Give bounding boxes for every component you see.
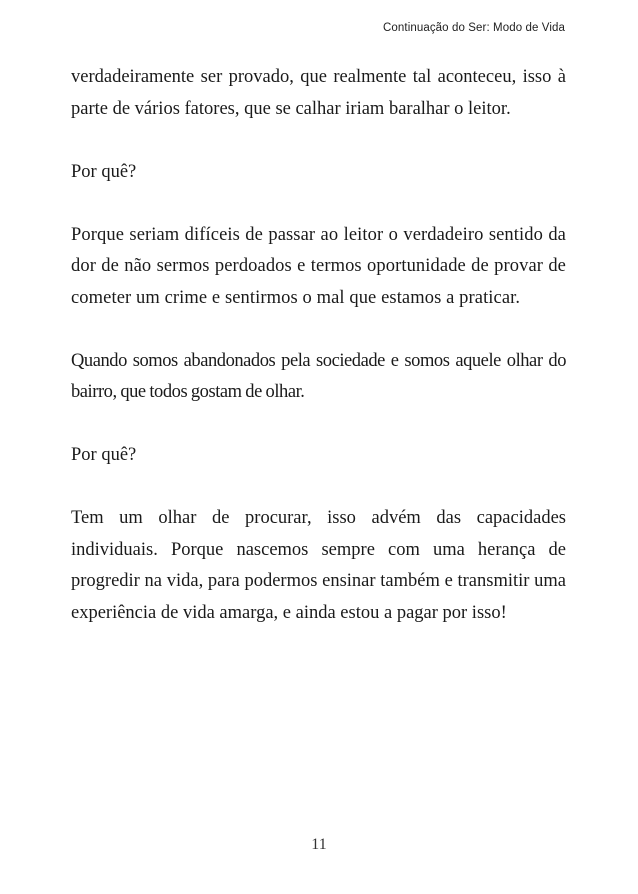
body-paragraph: Porque seriam difíceis de passar ao leitor o verdadeiro sentido da dor de não sermos perdoados e termos oportunidade de provar de cometer um crime e sentirmos o mal que estamos a praticar. xyxy=(71,224,566,308)
page-number: 11 xyxy=(311,836,327,853)
body-paragraph-question: Por quê? xyxy=(71,445,137,465)
body-paragraph-question: Por quê? xyxy=(71,161,137,182)
body-paragraph: verdadeiramente ser provado, que realmente tal aconteceu, isso à parte de vários fatores, que se calhar iriam baralhar o leitor. xyxy=(71,67,566,119)
page-body xyxy=(71,62,566,661)
body-paragraph: Quando somos abandonados pela sociedade e somos aquele olhar do bairro, que todos gostam de olhar. xyxy=(71,350,566,402)
body-paragraph: Tem um olhar de procurar, isso advém das capacidades individuais. Porque nascemos sempre com uma herança de progredir na vida, para podermos ensinar também e transmitir uma experiência de vida amarga, e ainda estou a pagar por isso! xyxy=(71,508,566,623)
running-header: Continuação do Ser: Modo de Vida xyxy=(383,22,565,34)
